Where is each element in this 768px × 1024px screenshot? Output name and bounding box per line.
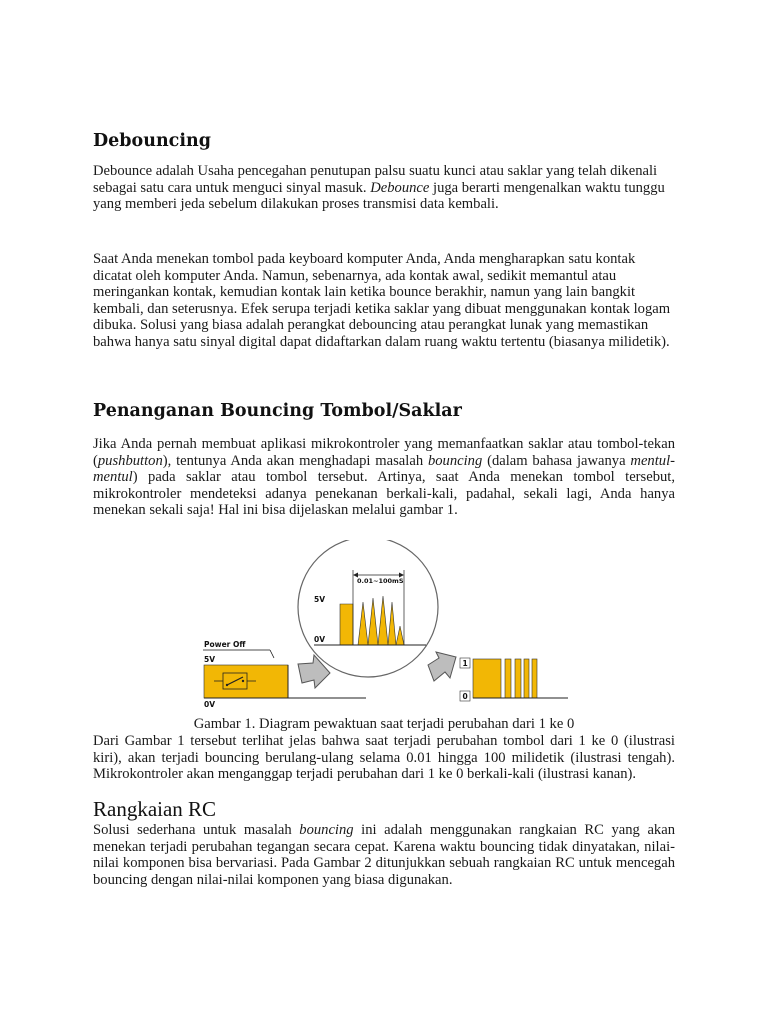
digital-pulse-1 xyxy=(473,659,501,698)
zoom-5v-label: 5V xyxy=(314,595,326,604)
power-off-leader xyxy=(270,650,274,658)
digital-pulse-4 xyxy=(524,659,529,698)
logic-0-label: 0 xyxy=(462,692,468,701)
text-span: ) pada saklar atau tombol tersebut. Artinya, saat Anda menekan tombol tersebut, mikrokontroler mendeteksi adanya penekanan berkali-kali, padahal, sekali lagi, Anda hanya menekan sekali saja! Hal ini bisa dijelaskan melalui gambar 1. xyxy=(93,469,675,518)
text-span: Jika Anda pernah membuat aplikasi mikrokontroler yang memanfaatkan saklar atau tombol-tekan ( xyxy=(93,436,675,469)
heading-debouncing: Debouncing xyxy=(93,131,211,151)
left-0v-label: 0V xyxy=(204,700,216,709)
paragraph-rc-solution xyxy=(93,822,675,888)
logic-1-label: 1 xyxy=(462,659,468,668)
text-span: ), tentunya Anda akan menghadapi masalah xyxy=(162,452,428,469)
paragraph-figure-explanation: Dari Gambar 1 tersebut terlihat jelas bahwa saat terjadi perubahan tombol dari 1 ke 0 (ilustrasi kiri), akan terjadi bouncing berulang-ulang selama 0.01 hingga 100 milidetik (ilustrasi tengah). Mikrokontroler akan menganggap terjadi perubahan dari 1 ke 0 berkali-kali (ilustrasi kanan). xyxy=(93,733,675,782)
digital-pulse-2 xyxy=(505,659,511,698)
emphasis-pushbutton: pushbutton xyxy=(97,452,163,469)
zoom-0v-label: 0V xyxy=(314,635,326,644)
heading-penanganan-bouncing: Penanganan Bouncing Tombol/Saklar xyxy=(93,401,462,421)
zoom-circle xyxy=(298,540,438,677)
emphasis-bouncing: bouncing xyxy=(427,452,483,469)
emphasis-debounce: Debounce xyxy=(370,179,430,196)
paragraph-keyboard-contact: Saat Anda menekan tombol pada keyboard komputer Anda, Anda mengharapkan satu kontak dicatat oleh komputer Anda. Namun, sebenarnya, ada kontak awal, sedikit memantul atau meringankan kontak, kemudian kontak lain ketika bounce berakhir, namun yang lain bangkit kembali, dan seterusnya. Efek serupa terjadi ketika saklar yang dibuat menggunakan kontak logam dibuka. Solusi yang biasa adalah perangkat debouncing atau perangkat lunak yang memastikan bahwa hanya satu sinyal digital dapat didaftarkan dalam ruang waktu tertentu (biasanya milidetik). xyxy=(93,251,671,350)
figure-timing-diagram xyxy=(196,540,576,712)
emphasis-mentul-mentul: mentul-mentul xyxy=(93,452,675,485)
power-off-label: Power Off xyxy=(204,640,246,649)
text-span: juga berarti mengenalkan waktu tunggu yang memberi jeda sebelum dilakukan proses transmisi data kembali. xyxy=(93,179,665,212)
digital-pulse-5 xyxy=(532,659,537,698)
paragraph-debounce-definition xyxy=(93,163,675,213)
heading-rangkaian-rc: Rangkaian RC xyxy=(93,797,217,821)
text-span: Solusi sederhana untuk masalah xyxy=(93,822,300,838)
duration-label: 0.01~100mS xyxy=(357,577,404,585)
digital-pulse-3 xyxy=(515,659,521,698)
emphasis-bouncing: bouncing xyxy=(299,822,354,838)
paragraph-pushbutton-bouncing xyxy=(93,436,675,519)
text-span: (dalam bahasa jawanya xyxy=(482,452,631,469)
figure-caption: Gambar 1. Diagram pewaktuan saat terjadi perubahan dari 1 ke 0 xyxy=(193,716,575,732)
text-span: Debounce adalah Usaha pencegahan penutupan palsu suatu kunci atau saklar yang telah dikenali sebagai satu cara untuk menguci sinyal masuk. xyxy=(93,163,658,196)
left-5v-label: 5V xyxy=(204,655,216,664)
arrow-center-to-right xyxy=(428,652,456,681)
text-span: ini adalah menggunakan rangkaian RC yang akan menekan terjadi perubahan tegangan secara cepat. Karena waktu bouncing tidak dinyatakan, nilai-nilai komponen bisa bervariasi. Pada Gambar 2 ditunjukkan sebuah rangkaian RC untuk mencegah bouncing dengan nilai-nilai komponen yang biasa digunakan. xyxy=(93,822,675,888)
